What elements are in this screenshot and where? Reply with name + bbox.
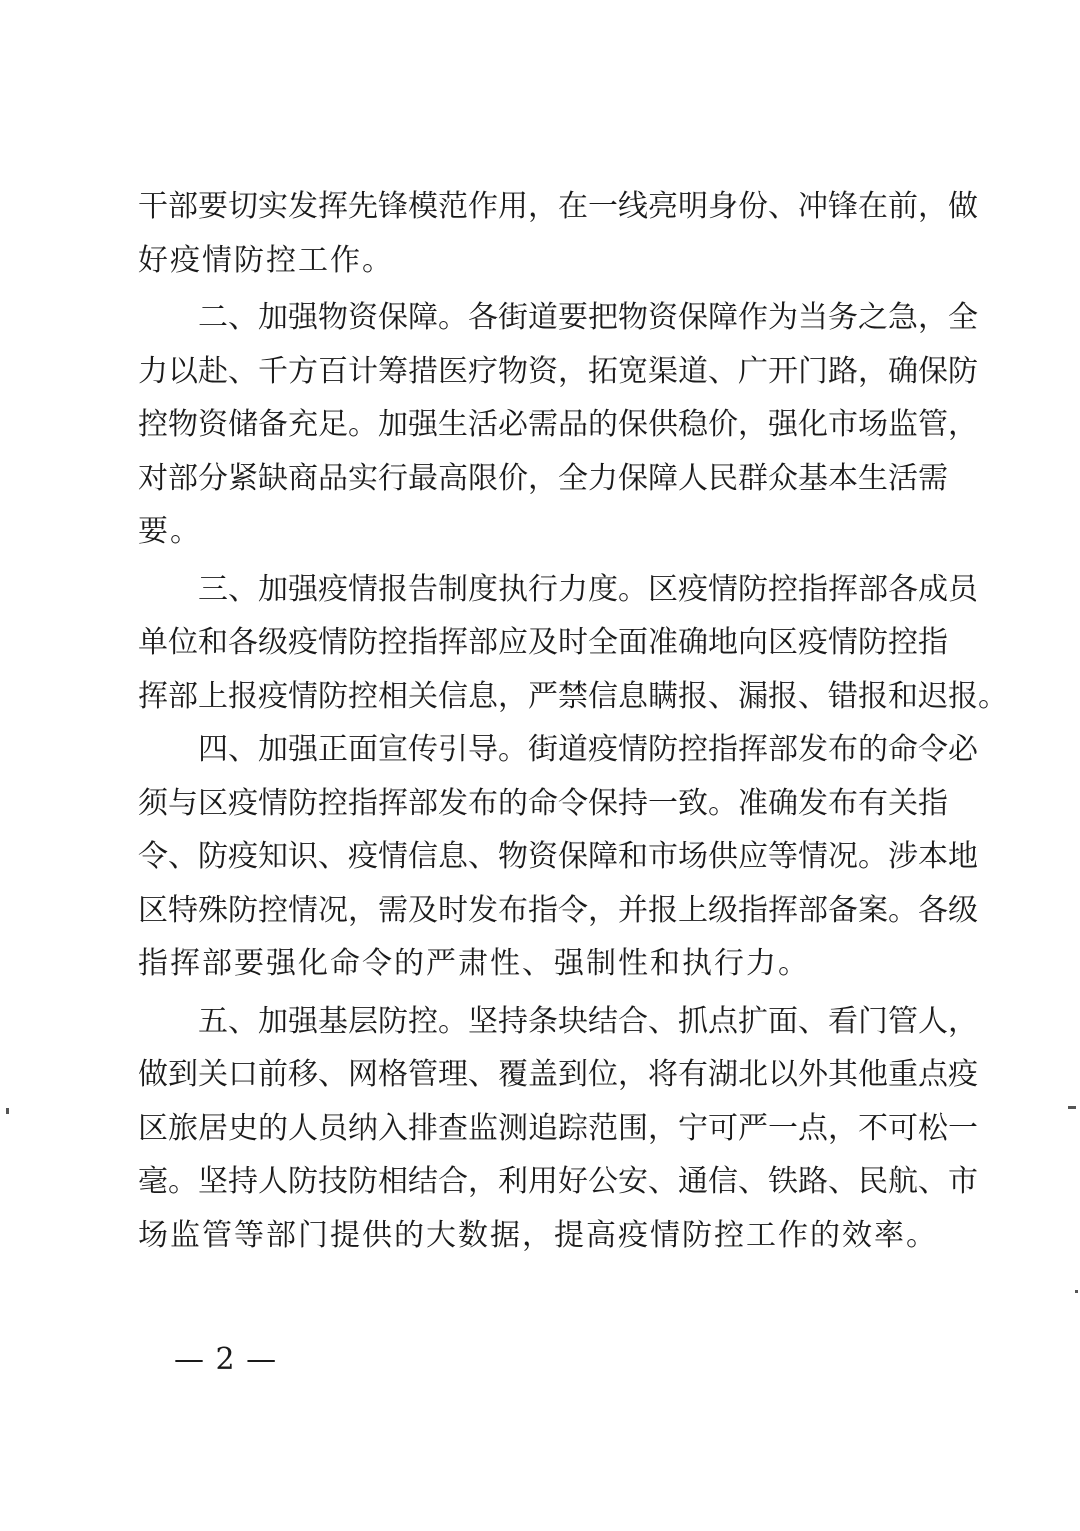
paragraph-3-heading-line: 三、加强疫情报告制度执行力度。区疫情防控指挥部各成员	[198, 571, 978, 607]
text-line: 干部要切实发挥先锋模范作用，在一线亮明身份、冲锋在前，做	[138, 189, 978, 224]
text-line: 令、防疫知识、疫情信息、物资保障和市场供应等情况。涉本地	[138, 839, 978, 874]
text-line: 单位和各级疫情防控指挥部应及时全面准确地向区疫情防控指	[138, 625, 948, 660]
text-line: 指挥部要强化命令的严肃性、强制性和执行力。	[138, 946, 810, 981]
text-line: 对部分紧缺商品实行最高限价，全力保障人民群众基本生活需	[138, 460, 948, 496]
paragraph-5-heading-line: 五、加强基层防控。坚持条块结合、抓点扩面、看门管人，	[198, 1003, 978, 1039]
text-line: 挥部上报疫情防控相关信息，严禁信息瞒报、漏报、错报和迟报。	[138, 678, 1008, 714]
text-line: 毫。坚持人防技防相结合，利用好公安、通信、铁路、民航、市	[138, 1164, 978, 1199]
text-line: 力以赴、千方百计筹措医疗物资，拓宽渠道、广开门路，确保防	[138, 353, 978, 389]
page-number: — 2 —	[174, 1342, 278, 1377]
text-line: 场监管等部门提供的大数据，提高疫情防控工作的效率。	[138, 1217, 938, 1253]
paragraph-2-heading-line: 二、加强物资保障。各街道要把物资保障作为当务之急，全	[198, 300, 978, 335]
text-line: 区特殊防控情况，需及时发布指令，并报上级指挥部备案。各级	[138, 892, 978, 928]
scan-mark	[6, 1108, 9, 1114]
scan-mark	[1075, 1290, 1078, 1293]
text-line: 须与区疫情防控指挥部发布的命令保持一致。准确发布有关指	[138, 785, 948, 821]
text-line: 要。	[138, 514, 202, 549]
document-body	[138, 180, 1008, 1262]
paragraph-4-heading-line: 四、加强正面宣传引导。街道疫情防控指挥部发布的命令必	[198, 732, 978, 767]
text-line: 好疫情防控工作。	[138, 242, 394, 278]
text-line: 控物资储备充足。加强生活必需品的保供稳价，强化市场监管，	[138, 407, 978, 442]
text-line: 做到关口前移、网格管理、覆盖到位，将有湖北以外其他重点疫	[138, 1057, 978, 1092]
scan-mark	[1068, 1106, 1076, 1109]
text-line: 区旅居史的人员纳入排查监测追踪范围，宁可严一点，不可松一	[138, 1110, 978, 1146]
